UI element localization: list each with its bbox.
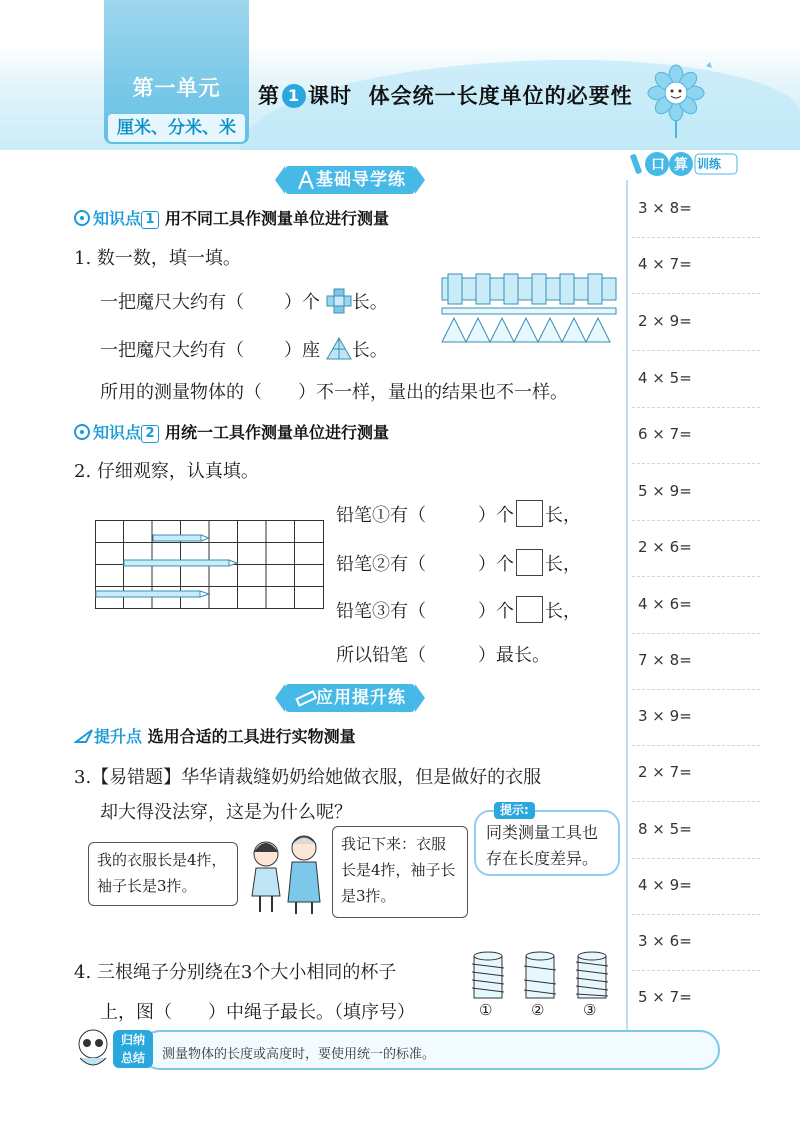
speech-bubble-girl — [88, 842, 238, 906]
drill-item: 2 × 6= — [638, 538, 692, 556]
knowledge-point-2 — [74, 420, 389, 443]
q3-line2: 却大得没法穿，这是为什么呢？ — [100, 802, 352, 823]
rocket-icon — [74, 728, 94, 744]
cup-1 — [472, 952, 504, 998]
drill-item: 4 × 5= — [638, 369, 692, 387]
kp3-text: 选用合适的工具进行实物测量 — [147, 727, 356, 746]
target-icon — [74, 424, 90, 440]
q2-row-2-a: 铅笔②有（ — [336, 554, 426, 575]
unit-square-box[interactable] — [516, 500, 543, 527]
drill-item: 3 × 9= — [638, 707, 692, 725]
cup-3 — [576, 952, 608, 998]
q2-row-3-b: ）个 — [478, 601, 514, 622]
magic-ruler-illustration — [440, 272, 620, 346]
kp2-text: 用统一工具作测量单位进行测量 — [165, 423, 390, 442]
drill-item: 5 × 9= — [638, 482, 692, 500]
q1-line2-c: 长。 — [351, 340, 388, 361]
q1-line1 — [100, 288, 388, 314]
pencil-2 — [124, 560, 237, 566]
summary-tag-line-1: 归纳 — [120, 1033, 145, 1047]
kp1-text: 用不同工具作测量单位进行测量 — [165, 209, 390, 228]
hint-line-1: 同类测量工具也 — [486, 823, 599, 842]
q2-row-1-a: 铅笔①有（ — [336, 505, 426, 526]
drill-divider — [632, 689, 760, 690]
drill-item: 4 × 9= — [638, 876, 692, 894]
knowledge-point-1 — [74, 206, 389, 229]
hint-tag: 提示: — [494, 802, 535, 819]
girl-and-grandma-illustration — [240, 826, 332, 918]
pencil-3 — [96, 591, 209, 597]
summary-text: 测量物体的长度或高度时，要使用统一的标准。 — [162, 1047, 436, 1062]
bubble-grandma-line-1: 我记下来：衣服 — [341, 835, 447, 853]
q2-row-3-a: 铅笔③有（ — [336, 601, 426, 622]
section-basic-banner — [285, 166, 415, 194]
cup-2 — [524, 952, 556, 998]
hint-line-2: 存在长度差异。 — [486, 849, 599, 868]
improve-point — [74, 724, 356, 747]
lesson-prefix: 第 — [258, 84, 280, 108]
cup-label-1: ① — [479, 1001, 493, 1019]
cup-label-3: ③ — [583, 1001, 597, 1019]
unit-square-box[interactable] — [516, 596, 543, 623]
drill-divider — [632, 407, 760, 408]
q1-line2 — [100, 336, 388, 362]
drill-item: 6 × 7= — [638, 425, 692, 443]
q2-row-2 — [336, 549, 581, 576]
drill-divider — [632, 633, 760, 634]
q2-conclusion — [336, 641, 550, 667]
drill-divider — [632, 293, 760, 294]
bubble-girl-line-1: 我的衣服长是4拃， — [97, 851, 227, 869]
drill-divider — [632, 914, 760, 915]
drill-divider — [632, 520, 760, 521]
lesson-topic: 体会统一长度单位的必要性 — [368, 84, 633, 108]
ruler-icon — [295, 687, 317, 709]
section-apply-title: 应用提升练 — [316, 688, 406, 708]
q1-line1-c: 长。 — [351, 292, 388, 313]
pyramid-block-icon — [326, 337, 352, 361]
q2-row-1-c: 长， — [545, 505, 581, 526]
drill-divider — [632, 350, 760, 351]
drill-divider — [632, 237, 760, 238]
drill-item: 7 × 8= — [638, 651, 692, 669]
pencil-grid-diagram — [95, 520, 325, 610]
q1-line1-b: ）个 — [284, 292, 320, 313]
unit-square-box[interactable] — [516, 549, 543, 576]
drill-divider — [632, 858, 760, 859]
kp1-number: 1 — [141, 211, 159, 229]
q1-line2-a: 一把魔尺大约有（ — [100, 340, 244, 361]
drill-item: 3 × 6= — [638, 932, 692, 950]
target-icon — [74, 210, 90, 226]
kp2-number: 2 — [141, 425, 159, 443]
sunflower-decoration-icon — [636, 58, 716, 138]
side-head-char-3: 训练 — [697, 157, 722, 171]
summary-tag — [113, 1030, 153, 1068]
pencil-1 — [153, 535, 209, 541]
q2-row-2-c: 长， — [545, 554, 581, 575]
lesson-number-badge: 1 — [282, 84, 306, 108]
q2-row-1-b: ）个 — [478, 505, 514, 526]
q1-line2-b: ）座 — [284, 340, 320, 361]
unit-title: 第一单元 — [132, 76, 221, 100]
drill-divider — [632, 576, 760, 577]
kp2-tag: 知识点 — [93, 423, 142, 442]
q2-conclusion-a: 所以铅笔（ — [336, 645, 426, 666]
q2-row-2-b: ）个 — [478, 554, 514, 575]
speech-bubble-grandma — [332, 826, 468, 918]
unit-subtitle: 厘米、分米、米 — [108, 114, 245, 142]
q2-row-3 — [336, 596, 581, 623]
drill-item: 2 × 9= — [638, 312, 692, 330]
bubble-girl-line-2: 袖子长是3拃。 — [97, 877, 197, 895]
q4-line1: 4. 三根绳子分别绕在3个大小相同的杯子 — [74, 962, 397, 983]
drill-item: 4 × 7= — [638, 255, 692, 273]
side-divider — [626, 180, 628, 1030]
q4-line2: 上，图（ ）中绳子最长。（填序号） — [100, 1002, 415, 1023]
drill-item: 4 × 6= — [638, 595, 692, 613]
compass-icon — [295, 169, 317, 191]
kp3-tag: 提升点 — [94, 727, 143, 746]
q2-row-3-c: 长， — [545, 601, 581, 622]
drill-item: 8 × 5= — [638, 820, 692, 838]
drill-divider — [632, 970, 760, 971]
kp1-tag: 知识点 — [93, 209, 142, 228]
section-basic-title: 基础导学练 — [316, 170, 406, 190]
q2-conclusion-b: ）最长。 — [478, 645, 550, 666]
drill-item: 3 × 8= — [638, 199, 692, 217]
hint-text — [486, 820, 622, 872]
q1-line1-a: 一把魔尺大约有（ — [100, 292, 244, 313]
q1-line3: 所用的测量物体的（ ）不一样，量出的结果也不一样。 — [100, 382, 568, 403]
q3-line1: 3.【易错题】华华请裁缝奶奶给她做衣服，但是做好的衣服 — [74, 767, 542, 788]
drill-item: 2 × 7= — [638, 763, 692, 781]
drill-divider — [632, 463, 760, 464]
drill-divider — [632, 801, 760, 802]
q2-row-1 — [336, 500, 581, 527]
lesson-title — [258, 80, 633, 110]
mascot-icon — [72, 1026, 114, 1072]
q2-title: 2. 仔细观察，认真填。 — [74, 461, 259, 482]
drill-item: 5 × 7= — [638, 988, 692, 1006]
cube-block-icon — [326, 288, 352, 314]
lesson-suffix: 课时 — [308, 84, 352, 108]
bubble-grandma-line-2: 长是4拃，袖子长 — [341, 861, 456, 879]
section-apply-banner — [285, 684, 415, 712]
side-head-char-2: 算 — [674, 157, 688, 173]
q1-title: 1. 数一数，填一填。 — [74, 248, 241, 269]
drill-divider — [632, 745, 760, 746]
cup-label-2: ② — [531, 1001, 545, 1019]
bubble-grandma-line-3: 是3拃。 — [341, 887, 396, 905]
summary-tag-line-2: 总结 — [120, 1051, 145, 1065]
side-head-char-1: 口 — [651, 157, 665, 173]
